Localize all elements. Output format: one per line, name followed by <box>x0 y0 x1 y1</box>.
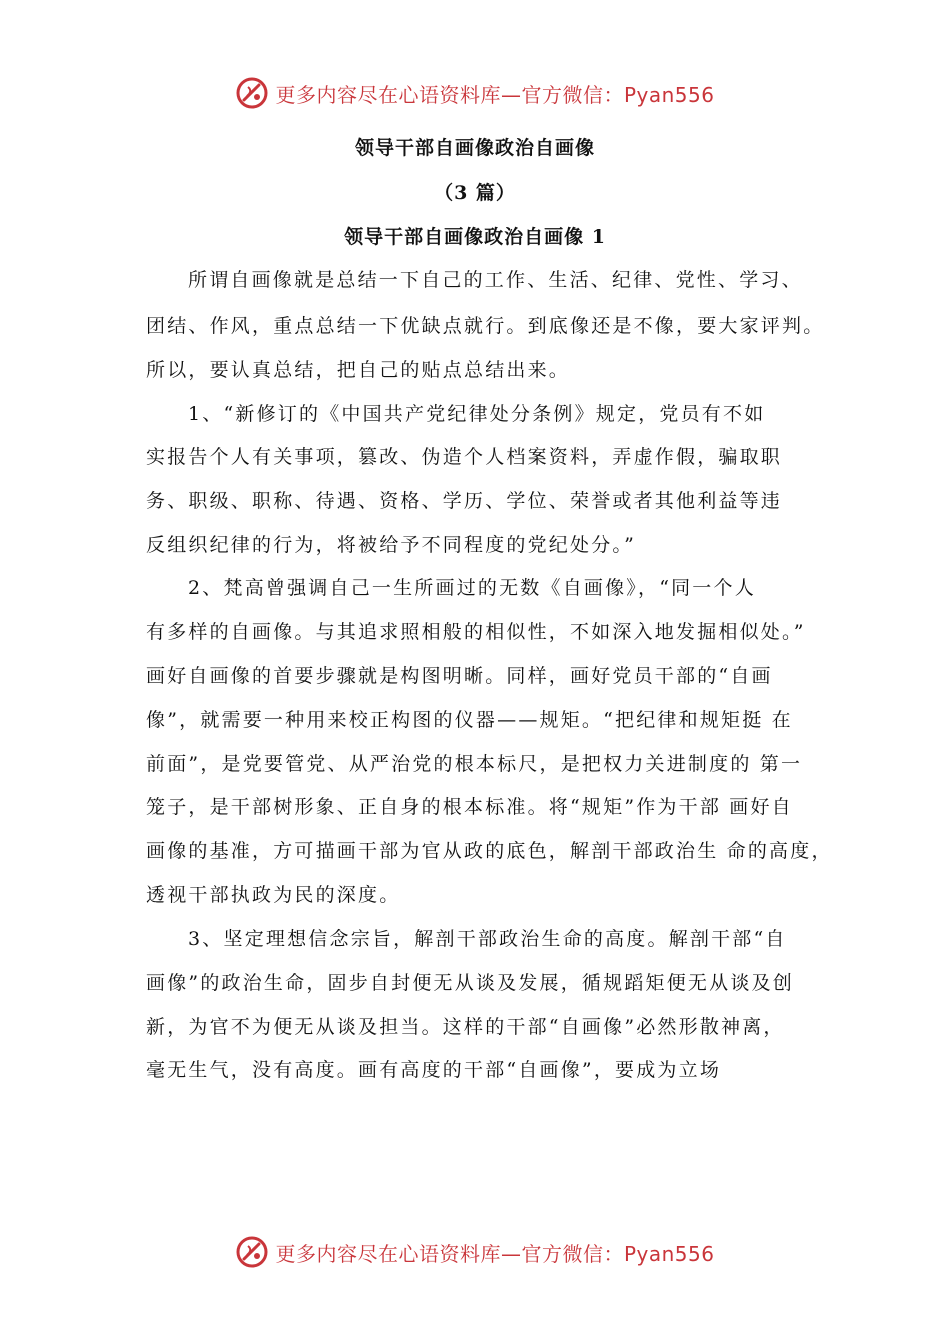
body-line: 笼子，是干部树形象、正自身的根本标准。将“规矩”作为干部 画好自 <box>146 796 793 818</box>
body-line: 像”，就需要一种用来校正构图的仪器——规矩。“把纪律和规矩挺 在 <box>146 709 793 731</box>
body-line: 画像的基准，方可描画干部为官从政的底色，解剖干部政治生 命的高度， <box>146 840 833 862</box>
body-line: 画像”的政治生命，固步自封便无从谈及发展，循规蹈矩便无从谈及创 <box>146 972 794 994</box>
body-line: 有多样的自画像。与其追求照相般的相似性，不如深入地发掘相似处。” <box>146 621 806 643</box>
header-watermark <box>0 73 950 113</box>
body-line: 画好自画像的首要步骤就是构图明晰。同样，画好党员干部的“自画 <box>146 665 773 687</box>
body-line: 前面”，是党要管党、从严治党的根本标尺，是把权力关进制度的 第一 <box>146 753 803 775</box>
banner-text: 更多内容尽在心语资料库—官方微信：Pyan556 <box>275 1241 715 1266</box>
body-line: 所以，要认真总结，把自己的贴点总结出来。 <box>146 359 571 381</box>
body-line: 3、坚定理想信念宗旨，解剖干部政治生命的高度。解剖干部“自 <box>188 928 787 950</box>
body-line: 所谓自画像就是总结一下自己的工作、生活、纪律、党性、学习、 <box>188 269 803 291</box>
body-line: 务、职级、职称、待遇、资格、学历、学位、荣誉或者其他利益等违 <box>146 490 783 512</box>
body-line: 毫无生气，没有高度。画有高度的干部“自画像”，要成为立场 <box>146 1059 722 1081</box>
body-line: 团结、作风，重点总结一下优缺点就行。到底像还是不像，要大家评判。 <box>146 315 825 337</box>
document-count: （3 篇） <box>434 182 516 204</box>
body-line: 1、“新修订的《中国共产党纪律处分条例》规定，党员有不如 <box>188 403 766 425</box>
body-line: 新，为官不为便无从谈及担当。这样的干部“自画像”必然形散神离， <box>146 1016 785 1038</box>
section-subtitle: 领导干部自画像政治自画像 1 <box>344 226 606 248</box>
body-line: 实报告个人有关事项，篡改、伪造个人档案资料，弄虚作假，骗取职 <box>146 446 783 468</box>
body-line: 2、梵高曾强调自己一生所画过的无数《自画像》，“同一个人 <box>188 577 756 599</box>
document-title: 领导干部自画像政治自画像 <box>354 137 595 159</box>
banner-text: 更多内容尽在心语资料库—官方微信：Pyan556 <box>275 82 715 107</box>
footer-watermark <box>0 1232 950 1272</box>
body-line: 反组织纪律的行为，将被给予不同程度的党纪处分。” <box>146 534 637 556</box>
brand-logo-icon <box>235 1235 269 1269</box>
body-line: 透视干部执政为民的深度。 <box>146 884 401 906</box>
brand-logo-icon <box>235 76 269 110</box>
